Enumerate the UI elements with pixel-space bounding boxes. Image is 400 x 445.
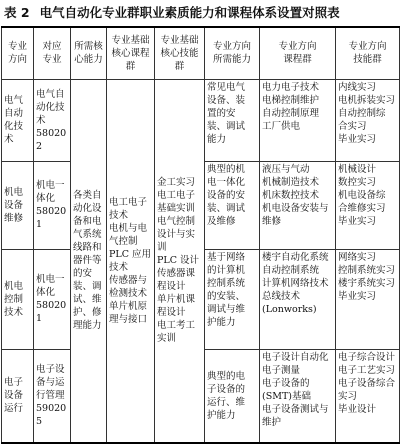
table-row	[2, 79, 400, 161]
cell-line: 专业基础	[111, 34, 150, 46]
cell-line: 课程群	[283, 54, 312, 66]
cell-line: 理能力	[73, 320, 102, 332]
cell-line: 方向	[7, 54, 27, 66]
cell-line: 网络实习	[338, 251, 377, 263]
cell-line: 电工电子	[109, 196, 148, 208]
cell-line: 对应	[42, 41, 62, 53]
cell-line: 电机拆装实习	[338, 94, 396, 106]
cell-line: 机电一	[36, 180, 65, 191]
cell-line: 护能力	[207, 409, 236, 421]
cell-line: 术	[36, 114, 46, 126]
row-direction-ability	[205, 161, 260, 249]
cell-line: 毕业实习	[338, 215, 377, 227]
cell-line: 580201	[36, 206, 67, 230]
cell-line: 子设备的	[207, 383, 246, 395]
cell-line: 机电一	[36, 274, 65, 285]
cell-line: 控制	[4, 293, 24, 305]
cell-line: 自动控制系统	[262, 264, 320, 276]
cell-line: 电机与电	[109, 222, 148, 234]
cell-line: 各类自	[73, 190, 102, 202]
cell-line: 装、调试	[207, 120, 246, 132]
header-core-ability	[71, 27, 107, 79]
cell-line: 专业	[42, 54, 62, 66]
cell-line: 及维修	[207, 215, 236, 227]
cell-line: 自动控制原理	[262, 107, 320, 119]
cell-line: 技能群	[353, 54, 382, 66]
cell-line: 术	[4, 134, 14, 145]
cell-line: 电梯控制维护	[262, 94, 320, 106]
cell-line: 的安装、	[207, 290, 246, 302]
cell-line: 专业方向	[278, 41, 317, 53]
row-direction-skills	[336, 349, 400, 443]
cell-line: 调试与维	[207, 303, 246, 315]
cell-line: 毕业设计	[338, 403, 377, 415]
row-direction-ability	[205, 349, 260, 443]
cell-line: 基础实训	[157, 203, 196, 215]
row-direction-ability	[205, 79, 260, 161]
cell-line: 的安	[73, 268, 93, 280]
table-title	[4, 3, 396, 23]
cell-line: 技术	[109, 261, 129, 273]
cell-line: 设备	[4, 199, 24, 211]
comparison-table	[1, 26, 400, 444]
cell-line: 电子设	[36, 364, 65, 376]
cell-line: 器件等	[73, 255, 102, 267]
cell-line: 能力	[207, 133, 227, 145]
header-direction	[2, 27, 34, 79]
cell-line: 电力电子技术	[262, 81, 320, 93]
cell-line: 传感器与	[109, 274, 148, 286]
header-core-courses	[107, 27, 155, 79]
cell-line: 合维修实习	[338, 202, 386, 214]
cell-line: 电气自	[36, 88, 65, 100]
cell-line: 液压与气动	[262, 163, 310, 175]
cell-line: 运行、维	[207, 396, 246, 408]
row-direction-skills	[336, 161, 400, 249]
cell-line: 机电设备综	[338, 189, 386, 201]
cell-line: 自动控制综	[338, 107, 386, 119]
cell-line: 单片机课	[157, 294, 196, 306]
cell-line: 电一体化	[207, 176, 246, 188]
cell-line: 所需核	[74, 41, 103, 53]
row-major	[34, 249, 71, 349]
cell-line: 单片机原	[109, 300, 148, 312]
header-direction-courses	[260, 27, 336, 79]
row-direction-courses	[260, 79, 336, 161]
cell-line: 典型的机	[207, 163, 246, 175]
cell-line: 毕业实习	[338, 290, 377, 302]
cell-line: 专业基础	[160, 34, 199, 46]
cell-line: 备和电	[73, 216, 102, 228]
cell-line: 线路和	[73, 242, 102, 254]
cell-line: (Lonworks)	[262, 303, 317, 315]
cell-line: 实训	[157, 333, 177, 345]
cell-line: 数控实习	[338, 176, 377, 188]
cell-line: 程设计	[157, 281, 186, 293]
cell-line: 电子综合设计	[338, 351, 396, 363]
cell-line: 置的安	[207, 107, 236, 119]
cell-line: 所需能力	[212, 54, 251, 66]
cell-line: 传感器课	[157, 268, 196, 280]
header-row	[2, 27, 400, 79]
cell-line: 维修	[262, 215, 282, 227]
header-core-skills	[155, 27, 205, 79]
cell-line: 电子设备综合	[338, 377, 396, 389]
cell-line: 工厂供电	[262, 120, 301, 132]
cell-line: 电气	[4, 95, 24, 106]
row-direction-courses	[260, 161, 336, 249]
shared-core-skills	[155, 79, 205, 443]
cell-line: 电子工艺实习	[338, 364, 396, 376]
cell-line: 体化	[36, 287, 56, 298]
row-direction	[2, 161, 34, 249]
cell-line: 毕业实习	[338, 133, 377, 145]
cell-line: 控制系统实习	[338, 264, 396, 276]
row-direction	[2, 349, 34, 443]
cell-line: 群	[125, 60, 136, 72]
cell-line: 合实习	[338, 120, 367, 132]
cell-line: 自动	[4, 108, 24, 119]
cell-line: 护能力	[207, 316, 236, 328]
header-major	[34, 27, 71, 79]
cell-line: 机械制造技术	[262, 176, 320, 188]
cell-line: 基于网络	[207, 251, 246, 263]
cell-line: 机械设计	[338, 163, 377, 175]
row-direction	[2, 79, 34, 161]
cell-line: 维护	[262, 416, 282, 428]
cell-line: 电工考工	[157, 320, 196, 332]
cell-line: 设计与实	[157, 229, 196, 241]
cell-line: 技术	[109, 209, 129, 221]
cell-line: 理与接口	[109, 313, 148, 325]
header-direction-ability	[205, 27, 260, 79]
cell-line: PLC 应用	[109, 248, 151, 260]
cell-line: 电工电子	[157, 190, 196, 202]
cell-line: 动化设	[73, 203, 102, 215]
shared-core-ability	[71, 79, 107, 443]
cell-line: 程设计	[157, 307, 186, 319]
row-direction-courses	[260, 249, 336, 349]
cell-line: 行管理	[36, 390, 65, 402]
cell-line: 电子设备的	[262, 377, 310, 389]
cell-line: 580201	[36, 300, 67, 324]
cell-line: 总线技术	[262, 290, 301, 302]
cell-line: 试、维	[73, 294, 102, 306]
table-number: 表 2	[4, 5, 30, 20]
cell-line: 内线实习	[338, 81, 377, 93]
cell-line: 楼宇自动化系统	[262, 251, 329, 263]
cell-line: 动化技	[36, 101, 65, 113]
cell-line: 护、修	[73, 307, 102, 319]
cell-line: 590205	[36, 403, 67, 428]
cell-line: 设备	[4, 390, 24, 402]
cell-line: 实习	[338, 390, 358, 402]
cell-line: 气系统	[73, 229, 102, 241]
cell-line: 控制系统	[207, 277, 246, 289]
cell-line: 专业	[7, 41, 27, 53]
row-major	[34, 161, 71, 249]
cell-line: PLC 设计	[157, 255, 199, 267]
cell-line: 维修	[4, 212, 24, 224]
cell-line: 装、调	[73, 281, 102, 293]
cell-line: 的计算机	[207, 264, 246, 276]
shared-core-courses	[107, 79, 155, 443]
header-direction-skills	[336, 27, 400, 79]
cell-line: 电子测量	[262, 364, 301, 376]
cell-line: 设备的安	[207, 189, 246, 201]
row-major	[34, 79, 71, 161]
cell-line: 群	[174, 60, 185, 72]
row-major	[34, 349, 71, 443]
row-direction-ability	[205, 249, 260, 349]
cell-line: 化技	[4, 121, 24, 132]
cell-line: (SMT)基础	[262, 390, 311, 402]
cell-line: 机电	[4, 186, 24, 198]
cell-line: 气控制	[109, 235, 138, 247]
cell-line: 训	[157, 242, 167, 254]
cell-line: 580202	[36, 127, 67, 152]
cell-line: 机床数控技术	[262, 189, 320, 201]
cell-line: 机电	[4, 280, 24, 292]
cell-line: 电子设计自动化	[262, 351, 329, 363]
cell-line: 电气控制	[157, 216, 196, 228]
cell-line: 运行	[4, 403, 24, 415]
cell-line: 设备、装	[207, 94, 246, 106]
cell-line: 电子	[4, 377, 24, 389]
cell-line: 备与运	[36, 377, 65, 389]
cell-line: 常见电气	[207, 81, 246, 93]
cell-line: 检测技术	[109, 287, 148, 299]
row-direction	[2, 249, 34, 349]
cell-line: 专业方向	[212, 41, 251, 53]
cell-line: 计算机网络技术	[262, 277, 329, 289]
cell-line: 体化	[36, 193, 56, 204]
cell-line: 心能力	[74, 54, 103, 66]
cell-line: 机电设备安装与	[262, 202, 329, 214]
cell-line: 核心技能	[160, 47, 199, 59]
row-direction-skills	[336, 79, 400, 161]
cell-line: 技术	[4, 306, 24, 318]
cell-line: 典型的电	[207, 370, 246, 382]
cell-line: 专业方向	[348, 41, 387, 53]
cell-line: 装、调试	[207, 202, 246, 214]
cell-line: 电子设备测试与	[262, 403, 329, 415]
table-title-text: 电气自动化专业群职业素质能力和课程体系设置对照表	[39, 5, 340, 20]
cell-line: 金工实习	[157, 177, 196, 189]
cell-line: 楼宇系统实习	[338, 277, 396, 289]
row-direction-skills	[336, 249, 400, 349]
row-direction-courses	[260, 349, 336, 443]
cell-line: 核心课程	[111, 47, 150, 59]
